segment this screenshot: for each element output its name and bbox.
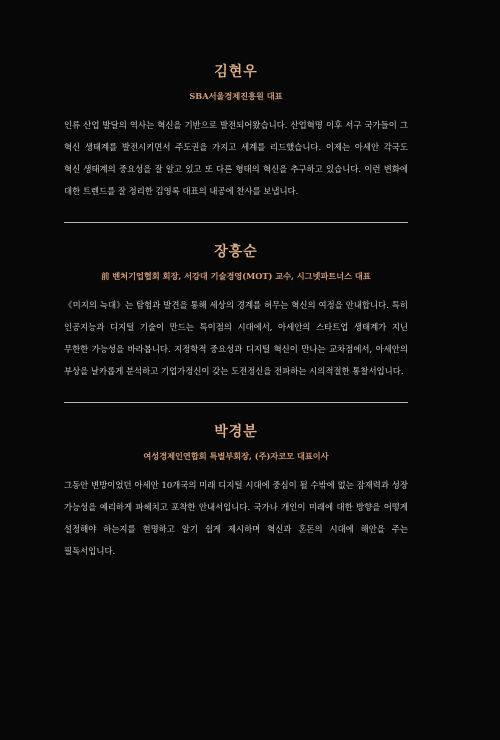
endorser-role: 여성경제인연합회 특별부회장, (주)자코모 대표이사 <box>143 451 329 461</box>
section-divider <box>64 222 408 223</box>
endorsement-text: 그동안 변방이었던 아세안 10개국의 미래 디지털 시대에 중심이 될 수밖에 없는 잠재력과 성장 가능성을 예리하게 파헤치고 포착한 안내서입니다. 국가나 개인이 미래에 대한 방향을 어떻게 설정해야 하는지를 현명하고 알기 쉽게 제시하며 혁신과 혼돈의 시대에 해안을 주는 필독서입니다. <box>64 480 408 556</box>
section-divider <box>64 402 408 403</box>
endorsement-jang <box>64 242 408 382</box>
endorsement-text: 인류 산업 발달의 역사는 혁신을 기반으로 발전되어왔습니다. 산업혁명 이후 서구 국가들이 그 혁신 생태계를 발전시키면서 주도권을 가지고 세계를 리드했습니다. 이제는 아세안 각국도 혁신 생태계의 중요성을 잘 알고 있고 또 다른 형태의 혁신을 추구하고 있습니다. 이런 변화에 대한 트렌드를 잘 정리한 김영록 대표의 내공에 찬사를 보냅니다. <box>64 120 408 196</box>
endorser-name: 김현우 <box>214 64 258 80</box>
endorser-role: 前 벤처기업협회 회장, 서강대 기술경영(MOT) 교수, 시그넷파트너스 대표 <box>101 271 371 281</box>
endorser-name: 장흥순 <box>214 244 258 260</box>
endorser-name: 박경분 <box>214 424 258 440</box>
endorsement-kim <box>64 62 408 202</box>
endorser-role: SBA서울경제진흥원 대표 <box>189 91 283 101</box>
endorsement-page <box>64 62 408 562</box>
endorsement-park <box>64 422 408 562</box>
endorsement-text: 《미지의 늑대》는 탐험과 발견을 통해 세상의 경계를 허무는 혁신의 여정을 안내합니다. 특히 인공지능과 디지털 기술이 만드는 특이점의 시대에서, 아세안의 스타트업 생태계가 지닌 무한한 가능성을 바라봅니다. 지정학적 중요성과 디지털 혁신이 만나는 교차점에서, 아세안의 부상을 날카롭게 분석하고 기업가정신이 갖는 도전정신을 전파하는 시의적절한 통찰서입니다. <box>64 300 408 376</box>
